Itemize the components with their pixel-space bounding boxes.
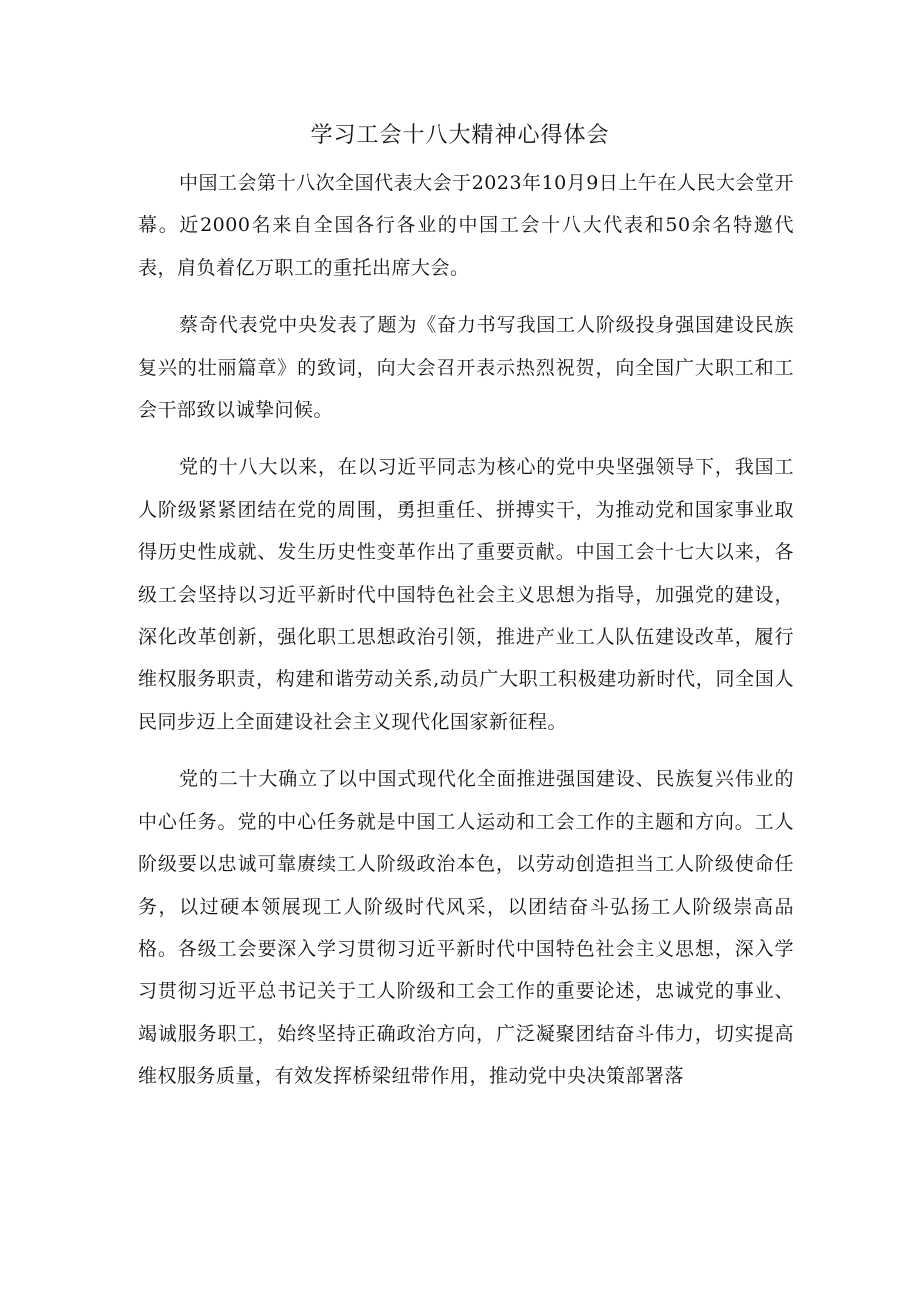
paragraph: 中国工会第十八次全国代表大会于2023年10月9日上午在人民大会堂开幕。近2000名来自全国各行各业的中国工会十八大代表和50余名特邀代表，肩负着亿万职工的重托出席大会。: [138, 172, 794, 279]
paragraph: 蔡奇代表党中央发表了题为《奋力书写我国工人阶级投身强国建设民族复兴的壮丽篇章》的致词，向大会召开表示热烈祝贺，向全国广大职工和工会干部致以诚挚问候。: [138, 314, 794, 422]
paragraph: 党的十八大以来，在以习近平同志为核心的党中央坚强领导下，我国工人阶级紧紧团结在党的周围，勇担重任、拼搏实干，为推动党和国家事业取得历史性成就、发生历史性变革作出了重要贡献。中国工会十七大以来，各级工会坚持以习近平新时代中国特色社会主义思想为指导，加强党的建设，深化改革创新，强化职工思想政治引领，推进产业工人队伍建设改革，履行维权服务职责，构建和谐劳动关系,动员广大职工积极建功新时代，同全国人民同步迈上全面建设社会主义现代化国家新征程。: [138, 456, 794, 733]
document-title: 学习工会十八大精神心得体会: [310, 123, 610, 148]
paragraph: 党的二十大确立了以中国式现代化全面推进强国建设、民族复兴伟业的中心任务。党的中心任务就是中国工人运动和工会工作的主题和方向。工人阶级要以忠诚可靠赓续工人阶级政治本色，以劳动创造担当工人阶级使命任务，以过硬本领展现工人阶级时代风采，以团结奋斗弘扬工人阶级崇高品格。各级工会要深入学习贯彻习近平新时代中国特色社会主义思想，深入学习贯彻习近平总书记关于工人阶级和工会工作的重要论述，忠诚党的事业、竭诚服务职工，始终坚持正确政治方向，广泛凝聚团结奋斗伟力，切实提高维权服务质量，有效发挥桥梁纽带作用，推动党中央决策部署落: [138, 768, 794, 1088]
document-body: [138, 162, 794, 1113]
